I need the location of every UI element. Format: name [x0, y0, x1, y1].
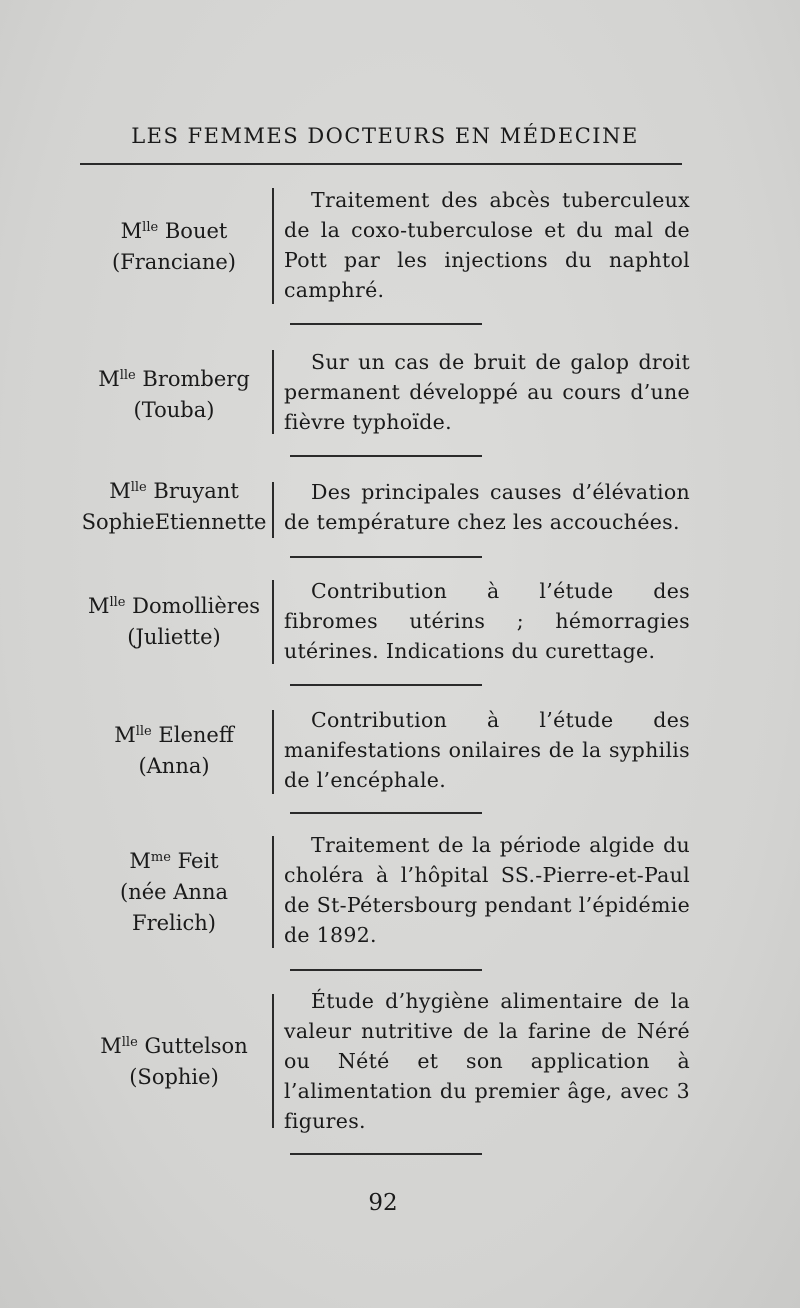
author-title-sup: lle — [130, 480, 147, 495]
column-separator — [272, 836, 274, 948]
author-title: M — [98, 367, 120, 391]
author-surname: Bruyant — [146, 479, 239, 503]
author-name-line2: (Sophie) — [129, 1065, 219, 1089]
author-surname: Guttelson — [137, 1034, 248, 1058]
entry-rule — [290, 812, 482, 814]
author-name-line1 — [60, 1031, 288, 1062]
author-surname: Bouet — [158, 219, 228, 243]
entry-rule — [290, 323, 482, 325]
entry-rule — [290, 455, 482, 457]
author-name — [60, 846, 288, 939]
entry-rule — [290, 969, 482, 971]
author-title: M — [120, 219, 143, 243]
header-rule — [80, 163, 682, 165]
author-title: M — [87, 594, 110, 618]
running-header: LES FEMMES DOCTEURS EN MÉDECINE — [131, 124, 639, 148]
entry-rule — [290, 684, 482, 686]
page-number: 92 — [368, 1190, 398, 1216]
author-name-line2: (Touba) — [133, 398, 215, 422]
entry-rule — [290, 556, 482, 558]
thesis-title: Traitement de la période algide du choléra à l’hôpital SS.-Pierre-et-Paul de St-Pétersbourg pendant l’épidémie de 1892. — [284, 833, 690, 947]
thesis-title: Contribution à l’étude des fibromes utérins ; hémorragies utérines. Indications du curettage. — [284, 579, 690, 663]
column-separator — [272, 188, 274, 304]
column-separator — [272, 710, 274, 794]
author-name — [60, 591, 288, 653]
author-name-line1 — [60, 846, 288, 877]
author-title-sup: lle — [109, 595, 126, 610]
entry-rule — [290, 1153, 482, 1155]
author-name-line1 — [60, 216, 288, 247]
column-separator — [272, 350, 274, 434]
author-title: M — [114, 723, 136, 747]
author-name — [60, 720, 288, 782]
author-name-line1 — [60, 364, 288, 395]
author-name — [60, 1031, 288, 1093]
author-name — [60, 476, 288, 538]
author-surname: Domollières — [125, 594, 261, 618]
author-title-sup: lle — [135, 724, 152, 739]
author-title-sup: lle — [142, 220, 159, 235]
author-name-line1 — [60, 720, 288, 751]
author-name-line2: SophieEtiennette — [81, 510, 267, 534]
author-surname: Bromberg — [135, 367, 250, 391]
author-title: M — [129, 849, 151, 873]
author-title-sup: lle — [121, 1035, 138, 1050]
author-name-line1 — [60, 591, 288, 622]
author-surname: Feit — [170, 849, 219, 873]
author-title-sup: lle — [119, 368, 136, 383]
thesis-title: Sur un cas de bruit de galop droit permanent développé au cours d’une fièvre typhoïde. — [284, 350, 690, 434]
author-name-line3: Frelich) — [132, 911, 216, 935]
author-name-line1 — [60, 476, 288, 507]
author-name-line2: (née Anna — [120, 880, 228, 904]
thesis-title: Traitement des abcès tuberculeux de la coxo-tuberculose et du mal de Pott par les injections du naphtol camphré. — [284, 188, 690, 302]
author-name-line2: (Anna) — [138, 754, 210, 778]
author-name — [60, 364, 288, 426]
column-separator — [272, 482, 274, 538]
thesis-title: Étude d’hygiène alimentaire de la valeur nutritive de la farine de Néré ou Nété et son application à l’alimentation du premier âge, avec 3 figures. — [284, 989, 690, 1133]
thesis-title: Contribution à l’étude des manifestations onilaires de la syphilis de l’encéphale. — [284, 708, 690, 792]
author-name-line2: (Franciane) — [112, 250, 236, 274]
author-surname: Eleneff — [151, 723, 234, 747]
author-title-sup: me — [150, 850, 171, 865]
author-name — [60, 216, 288, 278]
author-name-line2: (Juliette) — [127, 625, 221, 649]
thesis-title: Des principales causes d’élévation de température chez les accouchées. — [284, 480, 690, 534]
column-separator — [272, 994, 274, 1128]
author-title: M — [109, 479, 131, 503]
author-title: M — [100, 1034, 122, 1058]
column-separator — [272, 580, 274, 664]
